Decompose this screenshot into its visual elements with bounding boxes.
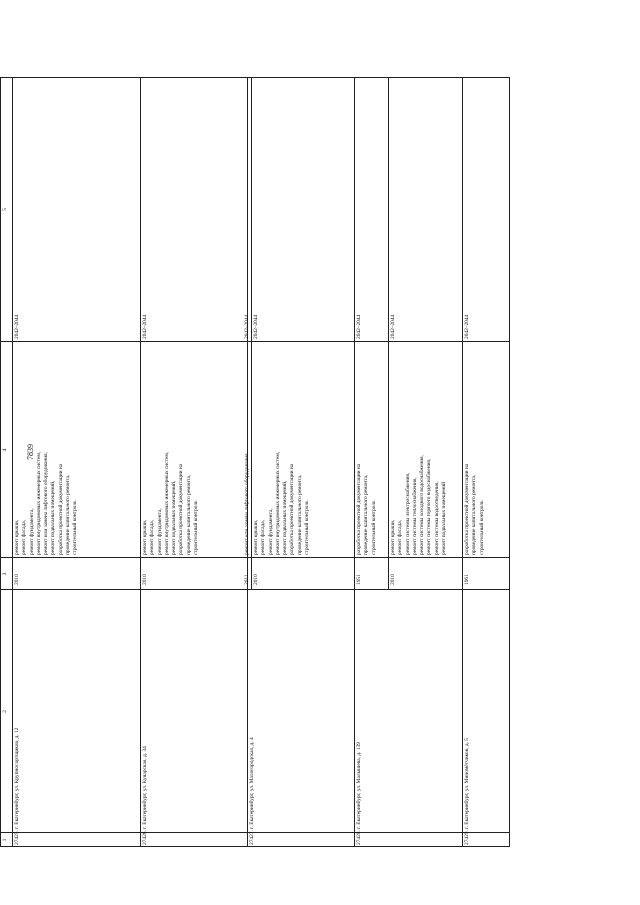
row-year: 2010 xyxy=(253,574,259,585)
row-works: разработка проектной документации на проведение капитального ремонта, строительный контроль xyxy=(356,463,377,555)
row-divider xyxy=(462,77,463,847)
column-header-1: 1 xyxy=(2,838,8,842)
row-address: г. Екатеринбург, ул. Крупносортщиков, д. 12 xyxy=(14,727,20,829)
row-year: 1961 xyxy=(464,574,470,585)
row-period: 2042–2044 xyxy=(464,314,470,339)
row-address: г. Екатеринбург, ул. Миномётчиков, д. 5 xyxy=(464,738,470,829)
row-works: ремонт крыши, ремонт фасада, ремонт фундамента, ремонт внутридомовых инженерных систем, ремонт подвальных помещений, разработка проектной документации на проведение капитального ремонта, строительный контроль xyxy=(253,451,311,555)
row-year: 2010 xyxy=(390,574,396,585)
row-period: 2042–2044 xyxy=(142,314,148,339)
row-address: г. Екатеринбург, ул. Кунарская, д. 34 xyxy=(142,746,148,829)
row-works: ремонт крыши, ремонт фасада, ремонт системы электроснабжения, ремонт системы теплоснабжения, ремонт системы холодного водоснабжения, ремонт системы горячего водоснабжения, ремонт системы водоотведения, ремонт подвальных помещений xyxy=(390,455,448,555)
row-year: 2010 xyxy=(142,574,148,585)
column-header-2: 2 xyxy=(2,710,8,713)
col-divider xyxy=(0,589,510,590)
page-number: 7839 xyxy=(26,444,35,460)
row-divider xyxy=(354,77,355,847)
row-year: 2011 xyxy=(244,574,250,585)
row-id: 27425. xyxy=(14,830,20,845)
row-period: 2042–2044 xyxy=(244,314,250,339)
column-header-3: 3 xyxy=(2,572,8,576)
row-works: разработка проектной документации на проведение капитального ремонта, строительный контроль xyxy=(464,463,485,555)
row-id: 27427. xyxy=(249,830,255,845)
row-address: г. Екатеринбург, ул. Малогородская, д. 4 xyxy=(249,737,255,829)
row-works: ремонт крыши, ремонт фасада, ремонт фундамента, ремонт внутридомовых инженерных систем, ремонт подвальных помещений, разработка проектной документации на проведение капитального ремонта, строительный контроль xyxy=(142,451,200,555)
column-header-4: 4 xyxy=(2,448,8,452)
column-header-5: 5 xyxy=(2,208,8,211)
row-works: ремонт крыши, ремонт фасада, ремонт фундамента, ремонт внутридомовых инженерных систем, ремонт или замена лифтового оборудования, ремонт подвальных помещений, разработка проектной документации на проведение капитального ремонта, строительный контроль xyxy=(14,451,79,555)
col-divider xyxy=(0,341,510,342)
row-period: 2042–2044 xyxy=(14,314,20,339)
row-works: ремонт или замена лифтового оборудования xyxy=(244,453,250,555)
row-address: г. Екатеринбург, ул. Малышева, д. 139 xyxy=(356,742,362,829)
row-period: 2042–2044 xyxy=(253,314,259,339)
row-period: 2042–2044 xyxy=(356,314,362,339)
row-period: 2042–2044 xyxy=(390,314,396,339)
row-id: 27428. xyxy=(356,830,362,845)
row-id: 27429. xyxy=(464,830,470,845)
row-divider xyxy=(140,77,141,847)
col-divider xyxy=(0,557,510,558)
row-divider xyxy=(12,77,13,847)
row-year: 1951 xyxy=(356,574,362,585)
data-table xyxy=(0,77,510,847)
row-id: 27426. xyxy=(142,830,148,845)
subrow-divider xyxy=(388,77,389,590)
row-year: 2010 xyxy=(14,574,20,585)
